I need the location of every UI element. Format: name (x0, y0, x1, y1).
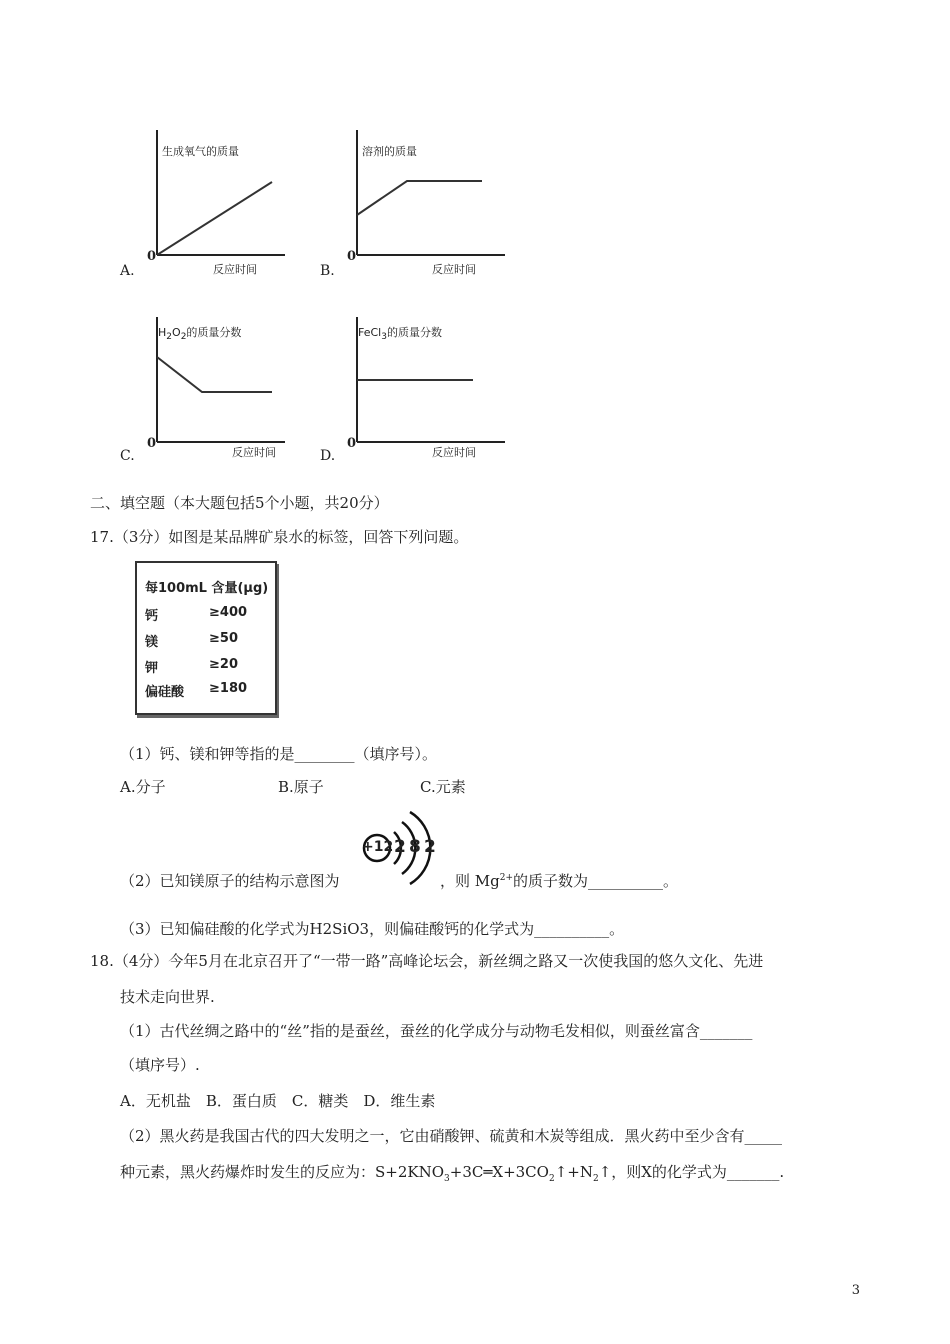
section-heading: 二、填空题（本大题包括5个小题，共20分） (90, 494, 389, 512)
q17-part2-before: （2）已知镁原子的结构示意图为 (120, 872, 340, 890)
q17-option-a: A.分子 (120, 778, 166, 796)
graph-b-xlabel: 反应时间 (432, 263, 476, 276)
atom-shell-3: 2 (424, 837, 436, 857)
atom-shell-2: 8 (409, 837, 421, 857)
label-row: 偏硅酸 (145, 685, 185, 700)
option-d-label: D. (320, 448, 336, 464)
q18-part2-line1: （2）黑火药是我国古代的四大发明之一，它由硝酸钾、硫黄和木炭等组成．黑火药中至少含有_____ (120, 1127, 783, 1145)
q18-stem-line1: 18.（4分）今年5月在北京召开了“一带一路”高峰论坛会，新丝绸之路又一次使我国的悠久文化、先进 (90, 952, 764, 970)
graph-c-ylabel: $H_2O_2$的质量分数 (158, 326, 242, 343)
option-b-label: B. (320, 263, 335, 279)
graph-d-ylabel: FeCl$_3$的质量分数 (358, 326, 442, 343)
label-header: 每100mL 含量(μg) (145, 581, 269, 596)
q17-option-b: B.原子 (278, 778, 324, 796)
label-row: 钙 (145, 609, 159, 624)
graph-b-curve (357, 181, 482, 215)
q18-part1-line1: （1）古代丝绸之路中的“丝”指的是蚕丝，蚕丝的化学成分与动物毛发相似，则蚕丝富含_______ (120, 1022, 753, 1040)
option-a-label: A. (120, 263, 135, 279)
graph-a-ylabel: 生成氧气的质量 (162, 145, 239, 158)
graph-d-origin: 0 (347, 436, 357, 451)
graph-b-ylabel: 溶剂的质量 (362, 145, 417, 158)
q17-part1: （1）钙、镁和钾等指的是________（填序号）。 (120, 745, 438, 763)
q18-stem-line2: 技术走向世界. (120, 988, 215, 1006)
graph-a-origin: 0 (147, 249, 157, 264)
graph-a-curve (157, 182, 272, 255)
q17-part3: （3）已知偏硅酸的化学式为H2SiO3，则偏硅酸钙的化学式为__________。 (120, 920, 625, 938)
label-value: ≥20 (209, 657, 238, 672)
option-c-label: C. (120, 448, 135, 464)
graph-b (320, 125, 510, 280)
graph-a (120, 125, 290, 280)
graph-a-xlabel: 反应时间 (213, 263, 257, 276)
graph-c-origin: 0 (147, 436, 157, 451)
q18-part2-line2: 种元素，黑火药爆炸时发生的反应为：$S+2KNO_3+3C═X+3CO_2↑+N_2↑$，则X的化学式为_______. (120, 1163, 785, 1184)
label-value: ≥400 (209, 605, 248, 620)
graph-d (320, 312, 510, 467)
q18-part1-line2: （填序号）. (120, 1056, 200, 1074)
label-value: ≥180 (209, 681, 248, 696)
atom-shell-1: 2 (394, 837, 406, 857)
graph-b-origin: 0 (347, 249, 357, 264)
graph-d-xlabel: 反应时间 (432, 446, 476, 459)
q18-part1-options: A．无机盐 B．蛋白质 C．糖类 D．维生素 (120, 1092, 436, 1110)
graph-c (120, 312, 290, 467)
q17-stem: 17.（3分）如图是某品牌矿泉水的标签，回答下列问题。 (90, 528, 469, 546)
atom-nucleus-charge: +12 (362, 839, 394, 855)
label-value: ≥50 (209, 631, 238, 646)
graph-c-xlabel: 反应时间 (232, 446, 276, 459)
magnesium-atom-diagram (358, 808, 440, 888)
label-row: 镁 (145, 635, 159, 650)
label-row: 钾 (145, 661, 159, 676)
q17-option-c: C.元素 (420, 778, 466, 796)
mineral-water-label (135, 561, 277, 715)
graph-c-curve (157, 357, 272, 392)
page-number: 3 (851, 1283, 860, 1298)
q17-part2-after: ，则 $Mg^{2+}$的质子数为__________。 (440, 872, 679, 890)
